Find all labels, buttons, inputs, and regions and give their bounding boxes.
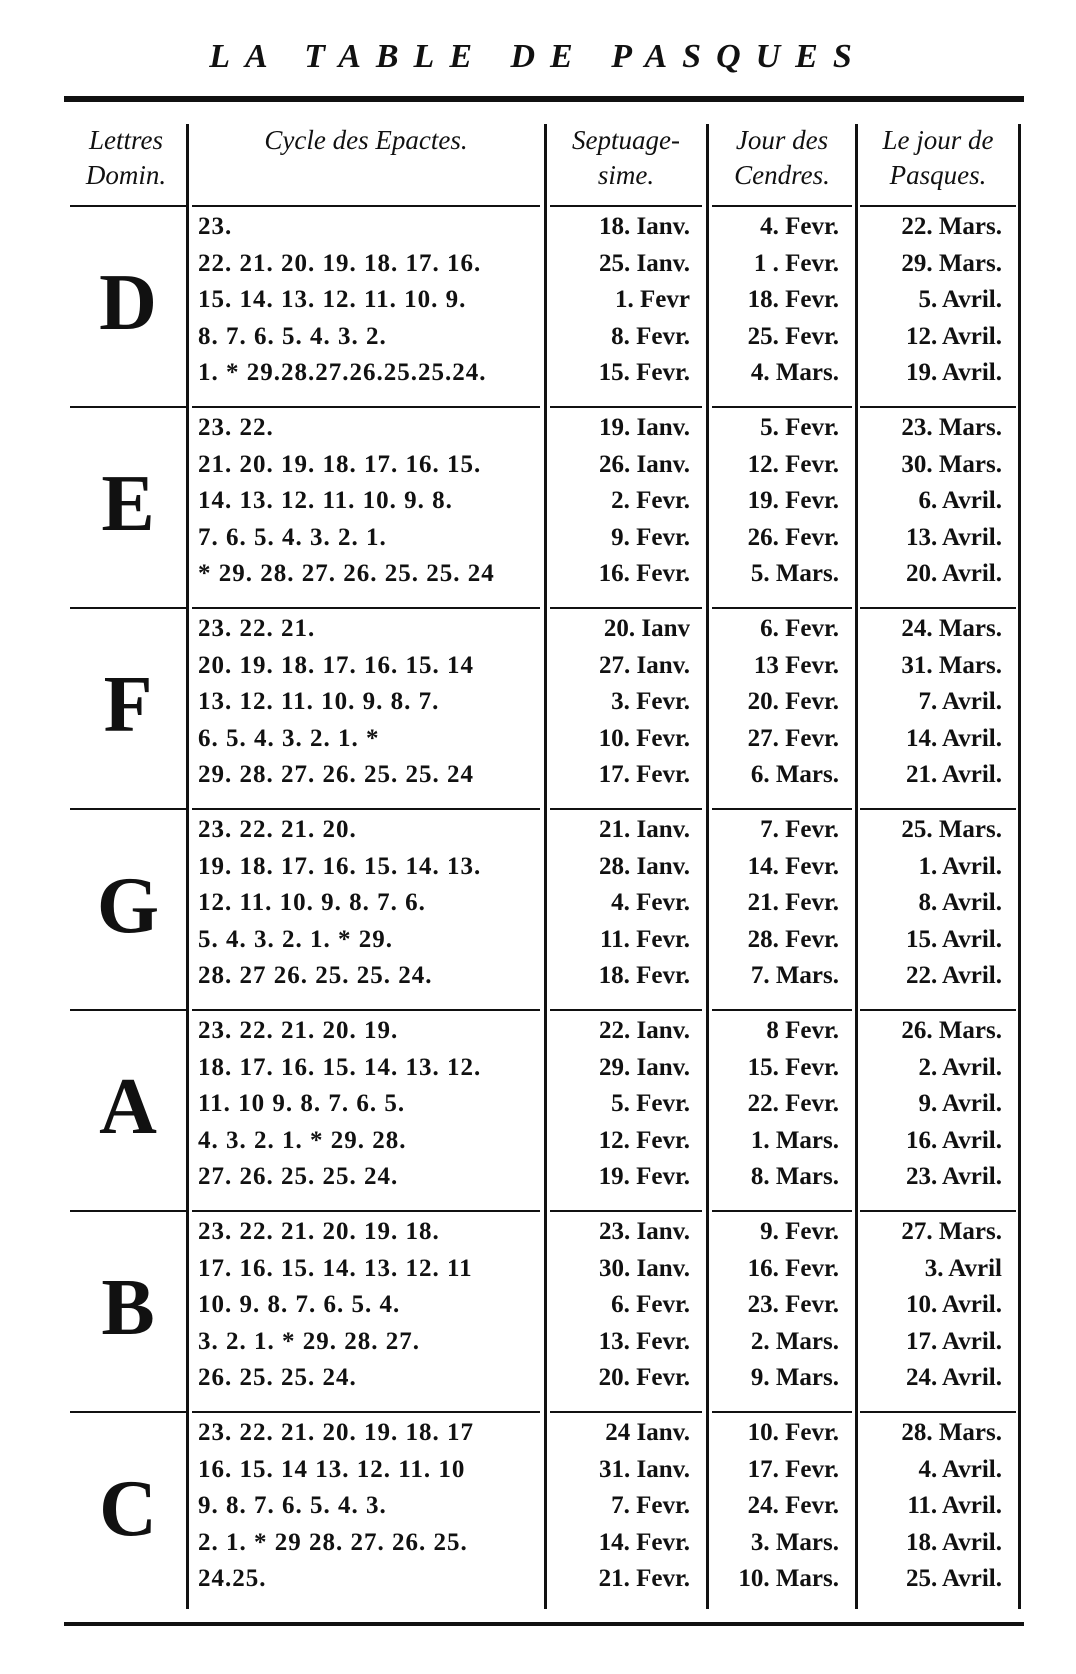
septuagesime-column xyxy=(550,1214,690,1397)
row-separator xyxy=(70,1411,186,1413)
pasques-column xyxy=(862,812,1002,995)
septuagesime-entry: 27. Ianv. xyxy=(598,651,690,679)
cendres-entry: 13 Fevr. xyxy=(753,651,839,679)
septuagesime-entry: 21. Ianv. xyxy=(598,816,690,843)
bottom-rule xyxy=(64,1622,1024,1626)
cycle-entry: 26. 25. 25. 24. xyxy=(198,1364,357,1391)
pasques-entry: 3. Avril xyxy=(924,1254,1002,1282)
row-separator xyxy=(860,1411,1016,1413)
pasques-entry: 22. Mars. xyxy=(901,213,1002,240)
cycle-entry: 12. 11. 10. 9. 8. 7. 6. xyxy=(198,889,426,916)
septuagesime-entry: 25. Ianv. xyxy=(598,249,690,277)
cycle-column xyxy=(198,209,538,392)
dominical-letter: A xyxy=(99,1063,157,1151)
row-separator xyxy=(712,808,852,810)
septuagesime-entry: 22. Ianv. xyxy=(598,1017,690,1044)
pasques-column xyxy=(862,1415,1002,1598)
row-separator xyxy=(860,1009,1016,1011)
septuagesime-entry: 26. Ianv. xyxy=(598,450,690,478)
cycle-column xyxy=(198,1013,538,1196)
pasques-entry: 16. Avril. xyxy=(905,1126,1002,1154)
cycle-entry: 28. 27 26. 25. 25. 24. xyxy=(198,962,433,989)
header-text: Cycle des Epactes. xyxy=(264,125,468,155)
septuagesime-entry: 7. Fevr. xyxy=(611,1492,690,1519)
pasques-entry: 20. Avril. xyxy=(905,560,1002,587)
row-separator xyxy=(860,205,1016,207)
cendres-entry: 23. Fevr. xyxy=(747,1291,839,1318)
cendres-entry: 1 . Fevr. xyxy=(753,249,839,277)
septuagesime-entry: 21. Fevr. xyxy=(598,1565,690,1592)
septuagesime-entry: 18. Fevr. xyxy=(598,962,690,989)
row-separator xyxy=(70,1009,186,1011)
pasques-entry: 15. Avril. xyxy=(905,925,1002,953)
cendres-column xyxy=(712,812,839,995)
cendres-entry: 5. Mars. xyxy=(750,560,839,587)
row-separator xyxy=(712,1009,852,1011)
cycle-entry: 2. 1. * 29 28. 27. 26. 25. xyxy=(198,1528,468,1556)
pasques-entry: 30. Mars. xyxy=(901,450,1002,478)
septuagesime-entry: 6. Fevr. xyxy=(611,1291,690,1318)
pasques-entry: 4. Avril. xyxy=(918,1455,1002,1483)
septuagesime-entry: 2. Fevr. xyxy=(611,487,690,514)
dominical-letter: E xyxy=(101,460,155,548)
pasques-entry: 23. Mars. xyxy=(901,414,1002,441)
cendres-entry: 28. Fevr. xyxy=(747,925,839,953)
row-separator xyxy=(550,1411,702,1413)
cendres-entry: 21. Fevr. xyxy=(747,889,839,916)
row-separator xyxy=(70,406,186,408)
cendres-entry: 22. Fevr. xyxy=(747,1090,839,1117)
septuagesime-entry: 1. Fevr xyxy=(615,286,690,313)
cendres-entry: 16. Fevr. xyxy=(747,1254,839,1282)
row-separator xyxy=(860,406,1016,408)
column-divider xyxy=(544,124,547,1609)
row-separator xyxy=(550,205,702,207)
cendres-entry: 19. Fevr. xyxy=(747,487,839,514)
septuagesime-column xyxy=(550,410,690,593)
row-separator xyxy=(860,1210,1016,1212)
cendres-entry: 3. Mars. xyxy=(750,1528,839,1556)
cendres-entry: 6. Mars. xyxy=(750,761,839,788)
row-separator xyxy=(860,607,1016,609)
cycle-column xyxy=(198,1415,538,1598)
cendres-entry: 4. Fevr. xyxy=(760,213,839,240)
septuagesime-entry: 17. Fevr. xyxy=(598,761,690,788)
header-text: Cendres. xyxy=(734,160,830,190)
cendres-entry: 5. Fevr. xyxy=(760,414,839,441)
septuagesime-entry: 14. Fevr. xyxy=(598,1528,690,1556)
row-separator xyxy=(192,1411,540,1413)
pasques-entry: 31. Mars. xyxy=(901,651,1002,679)
pasques-entry: 14. Avril. xyxy=(905,724,1002,752)
pasques-entry: 2. Avril. xyxy=(918,1053,1002,1081)
pasques-entry: 13. Avril. xyxy=(905,523,1002,551)
cendres-column xyxy=(712,1415,839,1598)
cycle-entry: 24.25. xyxy=(198,1565,267,1592)
header-text: Pasques. xyxy=(889,160,987,190)
row-separator xyxy=(192,1009,540,1011)
row-separator xyxy=(550,607,702,609)
cycle-entry: 14. 13. 12. 11. 10. 9. 8. xyxy=(198,487,453,514)
header-text: Jour des xyxy=(735,125,829,155)
cendres-entry: 17. Fevr. xyxy=(747,1455,839,1483)
septuagesime-entry: 8. Fevr. xyxy=(611,322,690,350)
cycle-entry: 23. 22. xyxy=(198,414,274,441)
row-separator xyxy=(192,607,540,609)
septuagesime-entry: 12. Fevr. xyxy=(598,1126,690,1154)
pasques-column xyxy=(862,1013,1002,1196)
cendres-entry: 8. Mars. xyxy=(750,1163,839,1190)
pasques-entry: 19. Avril. xyxy=(905,359,1002,386)
pasques-entry: 17. Avril. xyxy=(905,1327,1002,1355)
pasques-entry: 26. Mars. xyxy=(901,1017,1002,1044)
cendres-entry: 14. Fevr. xyxy=(747,852,839,880)
pasques-entry: 5. Avril. xyxy=(918,286,1002,313)
cendres-entry: 9. Fevr. xyxy=(760,1218,839,1245)
row-separator xyxy=(712,205,852,207)
cendres-entry: 7. Fevr. xyxy=(760,816,839,843)
cendres-entry: 8 Fevr. xyxy=(766,1017,839,1044)
cycle-entry: 6. 5. 4. 3. 2. 1. * xyxy=(198,724,380,752)
cendres-entry: 15. Fevr. xyxy=(747,1053,839,1081)
pasques-entry: 11. Avril. xyxy=(907,1492,1002,1519)
header-cycle-epactes xyxy=(192,123,540,158)
row-separator xyxy=(70,808,186,810)
row-separator xyxy=(550,406,702,408)
pasques-entry: 24. Mars. xyxy=(901,615,1002,642)
cendres-entry: 12. Fevr. xyxy=(747,450,839,478)
pasques-entry: 10. Avril. xyxy=(905,1291,1002,1318)
cendres-entry: 27. Fevr. xyxy=(747,724,839,752)
cycle-entry: 18. 17. 16. 15. 14. 13. 12. xyxy=(198,1053,482,1081)
cycle-entry: 29. 28. 27. 26. 25. 25. 24 xyxy=(198,761,474,788)
page-title: LA TABLE DE PASQUES xyxy=(209,38,867,75)
pasques-entry: 1. Avril. xyxy=(918,852,1002,880)
cycle-entry: 8. 7. 6. 5. 4. 3. 2. xyxy=(198,322,387,350)
cendres-entry: 4. Mars. xyxy=(750,359,839,386)
septuagesime-entry: 31. Ianv. xyxy=(598,1455,690,1483)
pasques-entry: 6. Avril. xyxy=(918,487,1002,514)
cycle-entry: 7. 6. 5. 4. 3. 2. 1. xyxy=(198,523,387,551)
septuagesime-entry: 19. Fevr. xyxy=(598,1163,690,1190)
septuagesime-entry: 20. Fevr. xyxy=(598,1364,690,1391)
row-separator xyxy=(192,406,540,408)
cycle-entry: 23. 22. 21. 20. 19. xyxy=(198,1017,399,1044)
row-separator xyxy=(712,607,852,609)
septuagesime-entry: 23. Ianv. xyxy=(598,1218,690,1245)
cycle-entry: 16. 15. 14 13. 12. 11. 10 xyxy=(198,1455,466,1483)
cendres-column xyxy=(712,1214,839,1397)
pasques-entry: 27. Mars. xyxy=(901,1218,1002,1245)
dominical-letter: D xyxy=(99,259,157,347)
row-separator xyxy=(70,205,186,207)
septuagesime-column xyxy=(550,611,690,794)
cycle-entry: 3. 2. 1. * 29. 28. 27. xyxy=(198,1327,420,1355)
header-text: Septuage- xyxy=(572,125,680,155)
cycle-entry: 9. 8. 7. 6. 5. 4. 3. xyxy=(198,1492,387,1519)
septuagesime-entry: 19. Ianv. xyxy=(598,414,690,441)
column-divider xyxy=(186,124,189,1609)
header-text: Lettres xyxy=(89,125,163,155)
row-separator xyxy=(550,808,702,810)
column-divider xyxy=(1018,124,1021,1609)
dominical-letter: C xyxy=(99,1465,157,1553)
pasques-entry: 25. Avril. xyxy=(905,1565,1002,1592)
cendres-entry: 1. Mars. xyxy=(750,1126,839,1154)
dominical-letter: B xyxy=(101,1264,155,1352)
cycle-column xyxy=(198,611,538,794)
cycle-entry: 20. 19. 18. 17. 16. 15. 14 xyxy=(198,651,474,679)
cycle-entry: 17. 16. 15. 14. 13. 12. 11 xyxy=(198,1254,473,1282)
header-pasques xyxy=(860,123,1016,193)
dominical-letter: F xyxy=(103,661,153,749)
pasques-column xyxy=(862,410,1002,593)
cendres-entry: 20. Fevr. xyxy=(747,688,839,715)
septuagesime-entry: 30. Ianv. xyxy=(598,1254,690,1282)
cycle-column xyxy=(198,812,538,995)
pasques-entry: 23. Avril. xyxy=(905,1163,1002,1190)
column-divider xyxy=(706,124,709,1609)
top-rule xyxy=(64,96,1024,102)
pasques-entry: 12. Avril. xyxy=(905,322,1002,350)
cycle-entry: * 29. 28. 27. 26. 25. 25. 24 xyxy=(198,560,495,587)
pasques-column xyxy=(862,1214,1002,1397)
pasques-entry: 28. Mars. xyxy=(901,1419,1002,1446)
header-text: Le jour de xyxy=(882,125,994,155)
pasques-entry: 18. Avril. xyxy=(905,1528,1002,1556)
septuagesime-entry: 29. Ianv. xyxy=(598,1053,690,1081)
cendres-entry: 25. Fevr. xyxy=(747,322,839,350)
cycle-entry: 23. 22. 21. 20. 19. 18. xyxy=(198,1218,440,1245)
pasques-entry: 24. Avril. xyxy=(905,1364,1002,1391)
cycle-entry: 10. 9. 8. 7. 6. 5. 4. xyxy=(198,1291,401,1318)
septuagesime-entry: 11. Fevr. xyxy=(599,925,690,953)
septuagesime-entry: 16. Fevr. xyxy=(598,560,690,587)
septuagesime-entry: 28. Ianv. xyxy=(598,852,690,880)
dominical-letter: G xyxy=(96,862,160,950)
cendres-entry: 18. Fevr. xyxy=(747,286,839,313)
row-separator xyxy=(550,1210,702,1212)
septuagesime-entry: 24 Ianv. xyxy=(605,1419,690,1446)
header-text: sime. xyxy=(597,160,655,190)
septuagesime-column xyxy=(550,1415,690,1598)
cycle-entry: 11. 10 9. 8. 7. 6. 5. xyxy=(198,1090,406,1117)
cendres-column xyxy=(712,410,839,593)
cycle-column xyxy=(198,1214,538,1397)
pasques-entry: 22. Avril. xyxy=(905,962,1002,989)
cendres-column xyxy=(712,611,839,794)
septuagesime-column xyxy=(550,1013,690,1196)
pasques-entry: 21. Avril. xyxy=(905,761,1002,788)
cendres-entry: 9. Mars. xyxy=(750,1364,839,1391)
septuagesime-column xyxy=(550,812,690,995)
row-separator xyxy=(192,205,540,207)
pasques-column xyxy=(862,611,1002,794)
septuagesime-entry: 15. Fevr. xyxy=(598,359,690,386)
row-separator xyxy=(860,808,1016,810)
cycle-entry: 23. 22. 21. xyxy=(198,615,316,642)
row-separator xyxy=(70,607,186,609)
row-separator xyxy=(712,406,852,408)
pasques-entry: 9. Avril. xyxy=(918,1090,1002,1117)
pasques-entry: 8. Avril. xyxy=(918,889,1002,916)
septuagesime-entry: 20. Ianv xyxy=(603,615,690,642)
septuagesime-entry: 13. Fevr. xyxy=(598,1327,690,1355)
cycle-entry: 27. 26. 25. 25. 24. xyxy=(198,1163,399,1190)
cycle-entry: 19. 18. 17. 16. 15. 14. 13. xyxy=(198,852,482,880)
row-separator xyxy=(192,1210,540,1212)
pasques-entry: 29. Mars. xyxy=(901,249,1002,277)
septuagesime-entry: 5. Fevr. xyxy=(611,1090,690,1117)
cycle-entry: 21. 20. 19. 18. 17. 16. 15. xyxy=(198,450,482,478)
cendres-entry: 6. Fevr. xyxy=(760,615,839,642)
cycle-entry: 22. 21. 20. 19. 18. 17. 16. xyxy=(198,249,482,277)
cycle-entry: 4. 3. 2. 1. * 29. 28. xyxy=(198,1126,407,1154)
cycle-entry: 23. 22. 21. 20. 19. 18. 17 xyxy=(198,1419,474,1446)
septuagesime-column xyxy=(550,209,690,392)
header-cendres xyxy=(712,123,852,193)
row-separator xyxy=(192,808,540,810)
septuagesime-entry: 3. Fevr. xyxy=(611,688,690,715)
cycle-column xyxy=(198,410,538,593)
septuagesime-entry: 9. Fevr. xyxy=(611,523,690,551)
header-lettres-domin xyxy=(70,123,182,193)
cycle-entry: 1. * 29.28.27.26.25.25.24. xyxy=(198,359,487,386)
septuagesime-entry: 18. Ianv. xyxy=(598,213,690,240)
cendres-entry: 7. Mars. xyxy=(750,962,839,989)
pasques-column xyxy=(862,209,1002,392)
cycle-entry: 23. xyxy=(198,213,233,240)
cendres-column xyxy=(712,209,839,392)
cendres-column xyxy=(712,1013,839,1196)
cycle-entry: 13. 12. 11. 10. 9. 8. 7. xyxy=(198,688,440,715)
cendres-entry: 2. Mars. xyxy=(750,1327,839,1355)
cendres-entry: 26. Fevr. xyxy=(747,523,839,551)
header-text: Domin. xyxy=(85,160,167,190)
row-separator xyxy=(712,1210,852,1212)
cendres-entry: 10. Mars. xyxy=(738,1565,839,1592)
column-divider xyxy=(855,124,858,1609)
pasques-entry: 7. Avril. xyxy=(918,688,1002,715)
pasques-entry: 25. Mars. xyxy=(901,816,1002,843)
row-separator xyxy=(70,1210,186,1212)
septuagesime-entry: 10. Fevr. xyxy=(598,724,690,752)
septuagesime-entry: 4. Fevr. xyxy=(611,889,690,916)
cycle-entry: 23. 22. 21. 20. xyxy=(198,816,357,843)
cendres-entry: 10. Fevr. xyxy=(747,1419,839,1446)
row-separator xyxy=(712,1411,852,1413)
cycle-entry: 15. 14. 13. 12. 11. 10. 9. xyxy=(198,286,467,313)
row-separator xyxy=(550,1009,702,1011)
cycle-entry: 5. 4. 3. 2. 1. * 29. xyxy=(198,925,393,953)
header-septuagesime xyxy=(550,123,702,193)
cendres-entry: 24. Fevr. xyxy=(747,1492,839,1519)
